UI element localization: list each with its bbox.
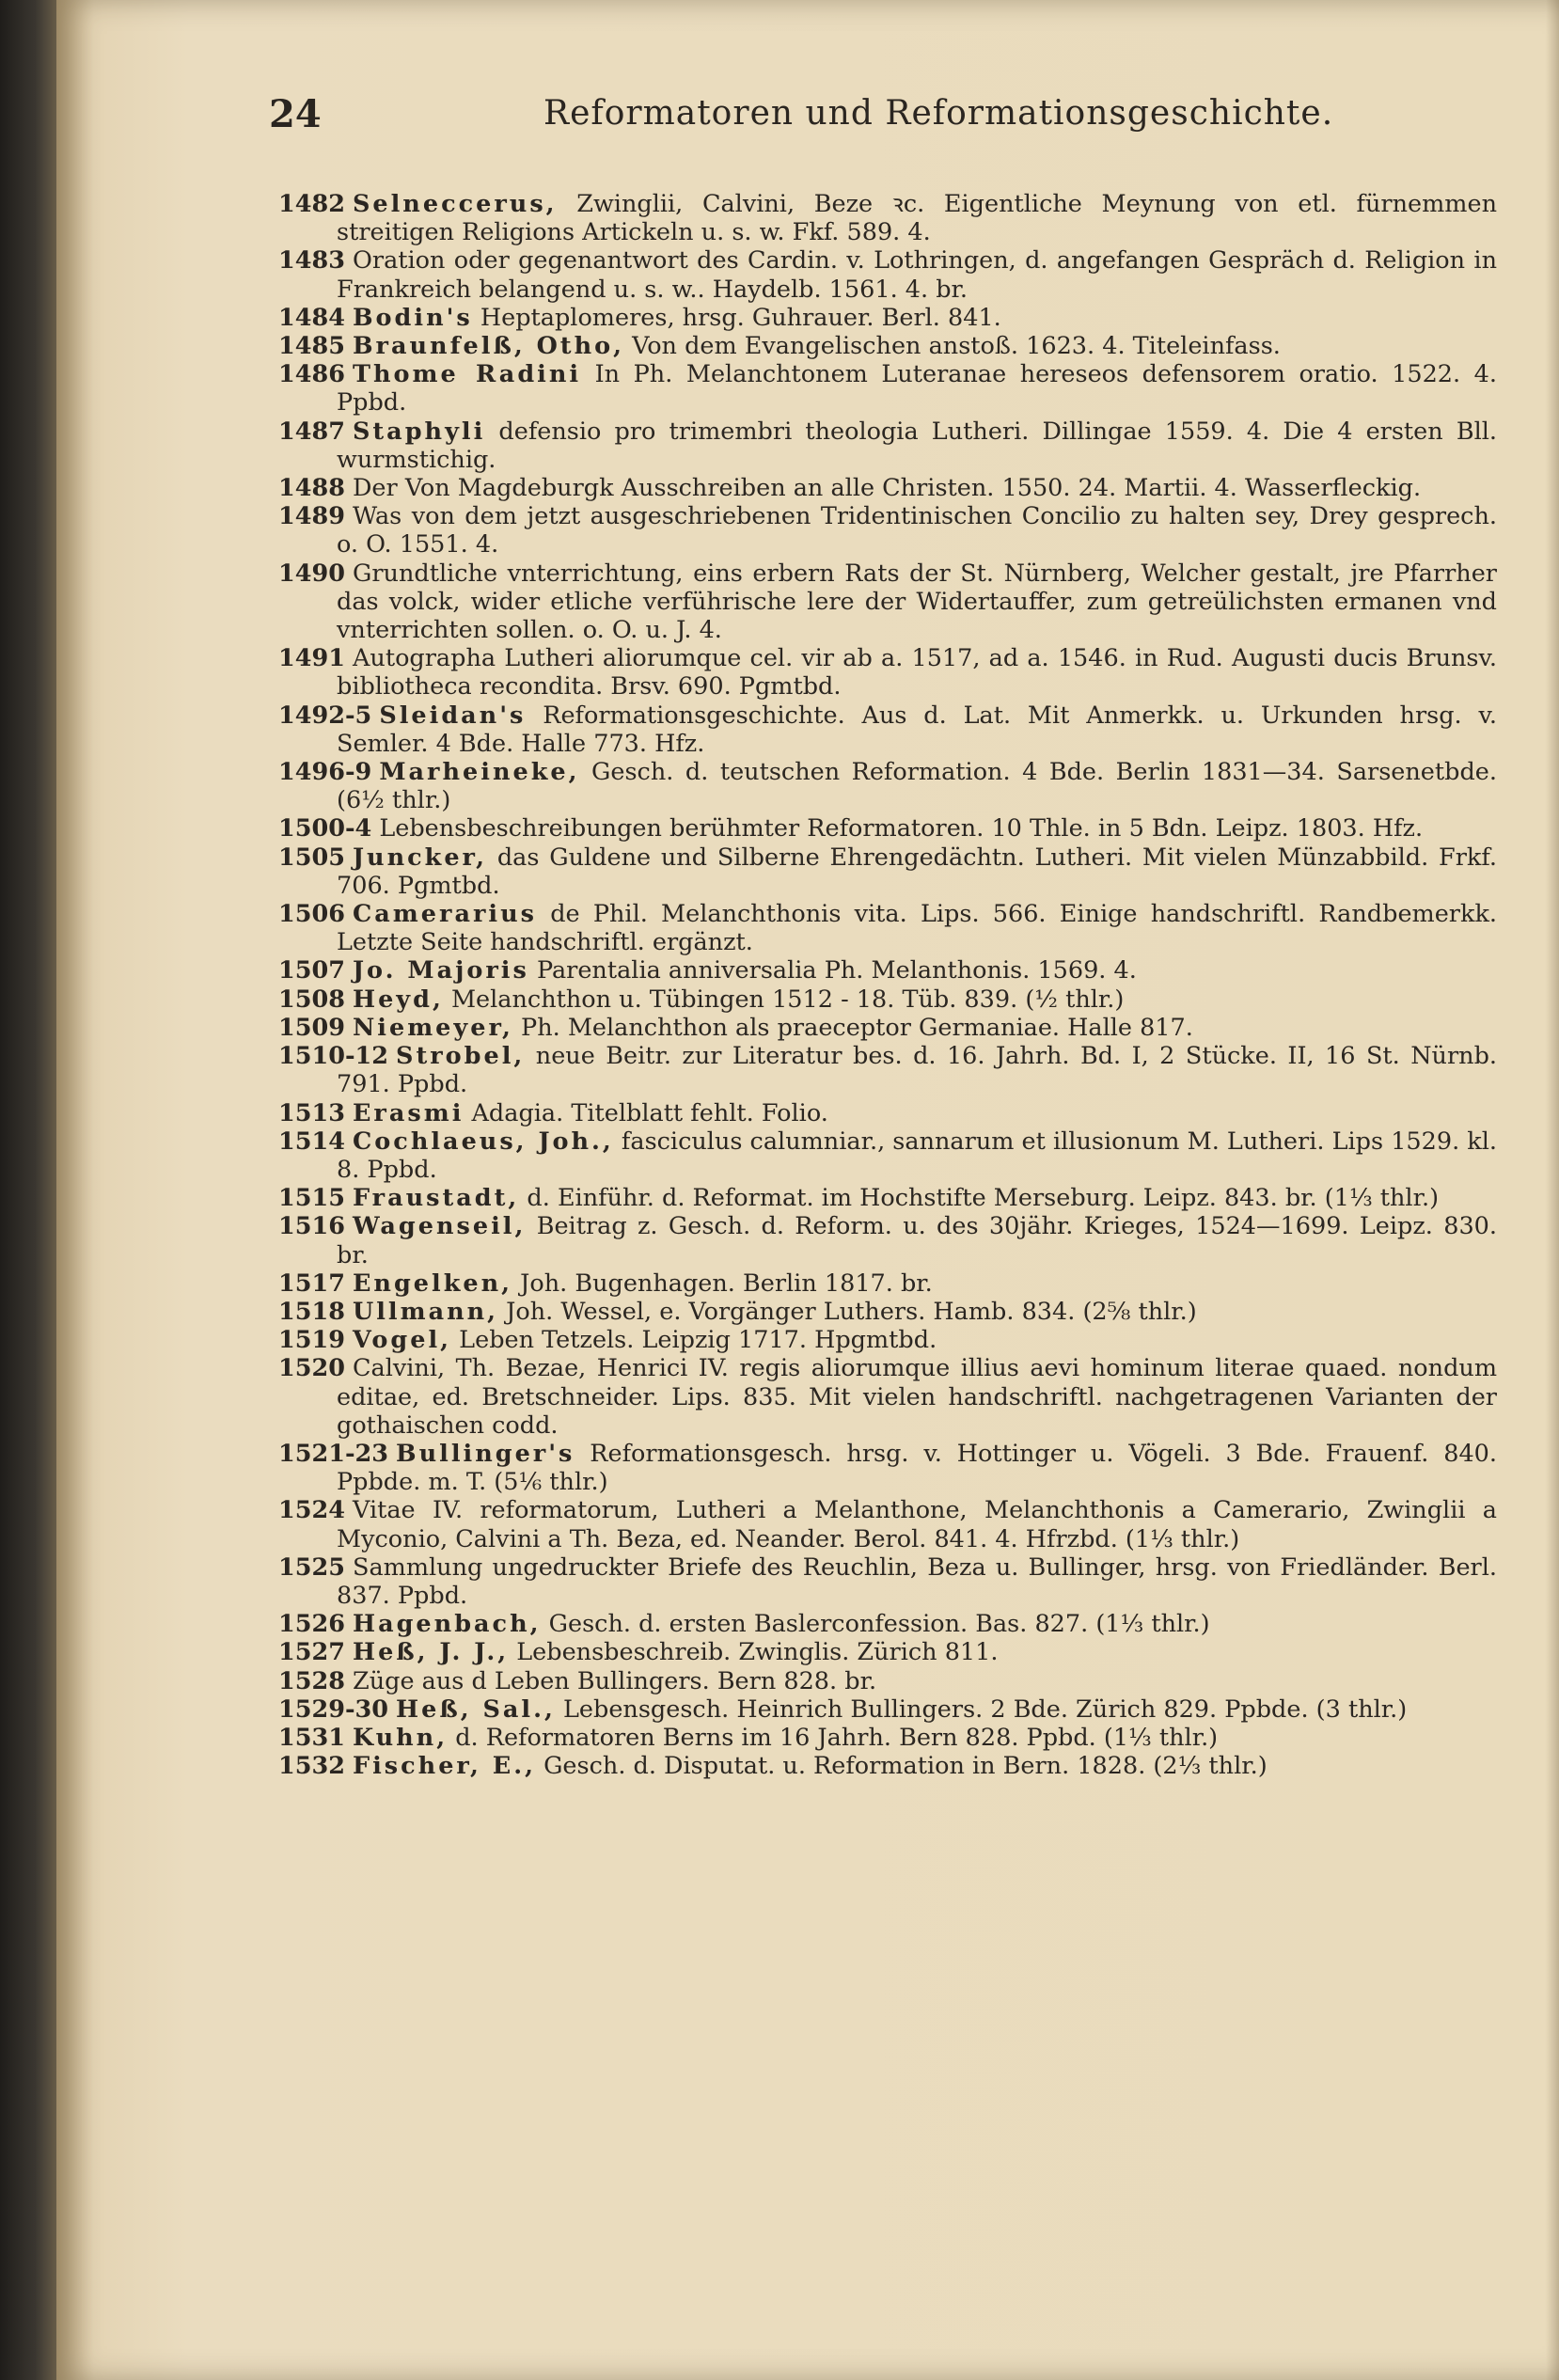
catalog-entry: [278, 1326, 1497, 1354]
catalog-entry: [278, 758, 1497, 814]
entry-number: 1496-9: [278, 758, 372, 787]
catalog-entry: [278, 1496, 1497, 1553]
entry-author: Vogel,: [352, 1326, 452, 1355]
entry-text: Ph. Melanchthon als praeceptor Germaniae. Halle 817.: [521, 1013, 1193, 1042]
entry-author: Erasmi: [352, 1098, 465, 1127]
entry-text: Parentalia anniversalia Ph. Melanthonis. 1569. 4.: [536, 956, 1137, 985]
entry-text: Lebensbeschreibungen berühmter Reformatoren. 10 Thle. in 5 Bdn. Leipz. 1803. Hfz.: [379, 814, 1424, 843]
entry-number: 1491: [278, 644, 345, 673]
entry-author: Kuhn,: [352, 1723, 449, 1752]
book-spine: [0, 0, 58, 2380]
catalog-entry: [278, 304, 1497, 332]
entry-number: 1486: [278, 360, 345, 389]
catalog-entry: [278, 360, 1497, 417]
catalog-entry: [278, 644, 1497, 701]
entry-number: 1526: [278, 1610, 345, 1639]
entry-text: Gesch. d. teutschen Reformation. 4 Bde. Berlin 1831—34. Sarsenetbde. (6½ thlr.): [337, 758, 1497, 815]
catalog-entry: [278, 956, 1497, 985]
entry-text: In Ph. Melanchtonem Luteranae hereseos defensorem oratio. 1522. 4. Ppbd.: [337, 360, 1497, 418]
catalog-entries: [278, 190, 1497, 1780]
entry-text: d. Einführ. d. Reformat. im Hochstifte Merseburg. Leipz. 843. br. (1⅓ thlr.): [527, 1184, 1440, 1213]
entry-author: Strobel,: [396, 1042, 526, 1071]
entry-number: 1484: [278, 303, 345, 332]
catalog-entry: [278, 1212, 1497, 1269]
entry-text: Lebensgesch. Heinrich Bullingers. 2 Bde. Zürich 829. Ppbde. (3 thlr.): [562, 1694, 1408, 1724]
entry-author: Heß, J. J.,: [352, 1638, 510, 1667]
entry-number: 1506: [278, 900, 345, 929]
catalog-entry: [278, 1638, 1497, 1666]
catalog-entry: [278, 560, 1497, 645]
entry-text: Sammlung ungedruckter Briefe des Reuchlin, Beza u. Bullinger, hrsg. von Friedländer. Berl. 837. Ppbd.: [337, 1553, 1497, 1610]
entry-text: Was von dem jetzt ausgeschriebenen Tridentinischen Concilio zu halten sey, Drey gesprech. o. O. 1551. 4.: [337, 502, 1497, 560]
entry-number: 1527: [278, 1638, 345, 1667]
entry-number: 1489: [278, 502, 345, 531]
entry-author: Staphyli: [352, 417, 486, 446]
entry-text: d. Reformatoren Berns im 16 Jahrh. Bern 828. Ppbd. (1⅓ thlr.): [455, 1723, 1219, 1752]
entry-number: 1520: [278, 1354, 345, 1383]
entry-text: Heptaplomeres, hrsg. Guhrauer. Berl. 841.: [480, 303, 1001, 332]
entry-number: 1518: [278, 1297, 345, 1326]
catalog-entry: [278, 1553, 1497, 1610]
catalog-entry: [278, 900, 1497, 956]
entry-author: Ullmann,: [352, 1297, 499, 1326]
catalog-entry: [278, 1752, 1497, 1780]
catalog-entry: [278, 1127, 1497, 1184]
entry-author: Juncker,: [352, 843, 488, 872]
entry-text: fasciculus calumniar., sannarum et illusionum M. Lutheri. Lips 1529. kl. 8. Ppbd.: [337, 1127, 1498, 1184]
entry-text: Beitrag z. Gesch. d. Reform. u. des 30jähr. Krieges, 1524—1699. Leipz. 830. br.: [337, 1212, 1498, 1269]
running-title: Reformatoren und Reformationsgeschichte.: [543, 94, 1334, 133]
entry-author: Fischer, E.,: [352, 1752, 536, 1781]
entry-text: Adagia. Titelblatt fehlt. Folio.: [471, 1098, 828, 1127]
entry-number: 1524: [278, 1496, 345, 1525]
catalog-entry: [278, 701, 1497, 758]
catalog-entry: [278, 1667, 1497, 1695]
catalog-entry: [278, 474, 1497, 502]
entry-text: Calvini, Th. Bezae, Henrici IV. regis aliorumque illius aevi hominum literae quaed. nondum editae, ed. Bretschneider. Lips. 835. Mit vielen handschriftl. nachgetragenen Varianten der gothaischen codd.: [337, 1354, 1497, 1440]
entry-author: Bullinger's: [396, 1439, 575, 1468]
entry-author: Marheineke,: [379, 758, 580, 787]
entry-author: Sleidan's: [379, 701, 527, 730]
entry-number: 1500-4: [278, 814, 372, 843]
entry-text: Zwinglii, Calvini, Beze ꝛc. Eigentliche Meynung von etl. fürnemmen streitigen Religions Artickeln u. s. w. Fkf. 589. 4.: [337, 190, 1497, 247]
entry-number: 1510-12: [278, 1042, 389, 1071]
catalog-entry: [278, 332, 1497, 360]
catalog-entry: [278, 190, 1497, 246]
entry-text: Züge aus d Leben Bullingers. Bern 828. br.: [352, 1666, 877, 1695]
entry-text: Gesch. d. ersten Baslerconfession. Bas. 827. (1⅓ thlr.): [548, 1610, 1210, 1639]
entry-number: 1509: [278, 1013, 345, 1042]
entry-number: 1508: [278, 985, 345, 1014]
entry-author: Thome Radini: [352, 360, 582, 389]
entry-text: Lebensbeschreib. Zwinglis. Zürich 811.: [516, 1638, 999, 1667]
page-header: [269, 92, 1491, 158]
entry-author: Hagenbach,: [352, 1610, 542, 1639]
entry-text: Leben Tetzels. Leipzig 1717. Hpgmtbd.: [459, 1326, 937, 1355]
entry-text: de Phil. Melanchthonis vita. Lips. 566. Einige handschriftl. Randbemerkk. Letzte Seite handschriftl. ergänzt.: [337, 900, 1498, 957]
entry-number: 1525: [278, 1553, 345, 1582]
entry-number: 1490: [278, 559, 345, 588]
entry-text: Reformationsgesch. hrsg. v. Hottinger u. Vögeli. 3 Bde. Frauenf. 840. Ppbde. m. T. (5⅙ thlr.): [337, 1439, 1497, 1497]
catalog-entry: [278, 814, 1497, 843]
entry-author: Camerarius: [352, 900, 537, 929]
entry-text: Vitae IV. reformatorum, Lutheri a Melanthone, Melanchthonis a Camerario, Zwinglii a Myconio, Calvini a Th. Beza, ed. Neander. Berol. 841. 4. Hfrzbd. (1⅓ thlr.): [337, 1496, 1497, 1553]
entry-text: Gesch. d. Disputat. u. Reformation in Bern. 1828. (2⅓ thlr.): [543, 1752, 1268, 1781]
page-number: 24: [269, 92, 322, 136]
entry-text: Grundtliche vnterrichtung, eins erbern Rats der St. Nürnberg, Welcher gestalt, jre Pfarrher das volck, wider etliche verführische lere der Widertauffer, zum getreülichsten ermanen vnd vnterrichten sollen. o. O. u. J. 4.: [337, 559, 1497, 645]
entry-number: 1516: [278, 1212, 345, 1241]
entry-number: 1521-23: [278, 1439, 389, 1468]
entry-author: Cochlaeus, Joh.,: [352, 1127, 614, 1156]
entry-text: Von dem Evangelischen anstoß. 1623. 4. Titeleinfass.: [632, 332, 1281, 361]
entry-text: Reformationsgeschichte. Aus d. Lat. Mit Anmerkk. u. Urkunden hrsg. v. Semler. 4 Bde. Halle 773. Hfz.: [337, 701, 1497, 758]
entry-number: 1513: [278, 1098, 345, 1127]
entry-number: 1517: [278, 1269, 345, 1298]
catalog-entry: [278, 1724, 1497, 1752]
entry-author: Heyd,: [352, 985, 444, 1014]
entry-number: 1529-30: [278, 1694, 389, 1724]
catalog-entry: [278, 1610, 1497, 1638]
entry-number: 1492-5: [278, 701, 372, 730]
catalog-entry: [278, 985, 1497, 1014]
catalog-entry: [278, 843, 1497, 900]
catalog-entry: [278, 246, 1497, 303]
entry-number: 1519: [278, 1326, 345, 1355]
catalog-entry: [278, 1269, 1497, 1298]
catalog-entry: [278, 1298, 1497, 1326]
entry-text: Autographa Lutheri aliorumque cel. vir ab a. 1517, ad a. 1546. in Rud. Augusti ducis Brunsv. bibliotheca recondita. Brsv. 690. Pgmtbd.: [337, 644, 1497, 701]
catalog-entry: [278, 502, 1497, 559]
entry-text: defensio pro trimembri theologia Lutheri. Dillingae 1559. 4. Die 4 ersten Bll. wurmstichig.: [337, 417, 1497, 474]
entry-number: 1531: [278, 1723, 345, 1752]
catalog-entry: [278, 418, 1497, 474]
entry-author: Selneccerus,: [352, 190, 558, 218]
entry-number: 1505: [278, 843, 345, 872]
entry-number: 1514: [278, 1127, 345, 1156]
entry-text: Joh. Wessel, e. Vorgänger Luthers. Hamb. 834. (2⅝ thlr.): [506, 1297, 1197, 1326]
catalog-entry: [278, 1354, 1497, 1440]
entry-number: 1528: [278, 1666, 345, 1695]
page-edge: [1546, 0, 1559, 2380]
entry-author: Heß, Sal.,: [396, 1694, 556, 1724]
catalog-entry: [278, 1042, 1497, 1098]
entry-text: Der Von Magdeburgk Ausschreiben an alle Christen. 1550. 24. Martii. 4. Wasserfleckig.: [352, 474, 1422, 503]
catalog-entry: [278, 1695, 1497, 1724]
entry-number: 1487: [278, 417, 345, 446]
entry-text: Melanchthon u. Tübingen 1512 - 18. Tüb. 839. (½ thlr.): [450, 985, 1125, 1014]
entry-number: 1507: [278, 956, 345, 985]
entry-number: 1483: [278, 246, 345, 276]
entry-number: 1532: [278, 1752, 345, 1781]
entry-author: Braunfelß, Otho,: [352, 332, 625, 361]
entry-number: 1482: [278, 190, 345, 218]
entry-text: Oration oder gegenantwort des Cardin. v. Lothringen, d. angefangen Gespräch d. Religion in Frankreich belangend u. s. w.. Haydelb. 1561. 4. br.: [337, 246, 1497, 304]
entry-author: Engelken,: [352, 1269, 513, 1298]
entry-author: Jo. Majoris: [352, 956, 529, 985]
entry-author: Fraustadt,: [352, 1184, 520, 1213]
entry-author: Bodin's: [352, 303, 473, 332]
entry-author: Niemeyer,: [352, 1013, 513, 1042]
catalog-entry: [278, 1184, 1497, 1212]
entry-number: 1515: [278, 1184, 345, 1213]
entry-text: neue Beitr. zur Literatur bes. d. 16. Jahrh. Bd. I, 2 Stücke. II, 16 St. Nürnb. 791. Ppbd.: [337, 1042, 1497, 1099]
catalog-entry: [278, 1440, 1497, 1496]
catalog-entry: [278, 1099, 1497, 1127]
entry-text: das Guldene und Silberne Ehrengedächtn. Lutheri. Mit vielen Münzabbild. Frkf. 706. Pgmtbd.: [337, 843, 1497, 900]
entry-number: 1485: [278, 332, 345, 361]
entry-number: 1488: [278, 474, 345, 503]
catalog-entry: [278, 1014, 1497, 1042]
entry-text: Joh. Bugenhagen. Berlin 1817. br.: [520, 1269, 933, 1298]
entry-author: Wagenseil,: [352, 1212, 527, 1241]
